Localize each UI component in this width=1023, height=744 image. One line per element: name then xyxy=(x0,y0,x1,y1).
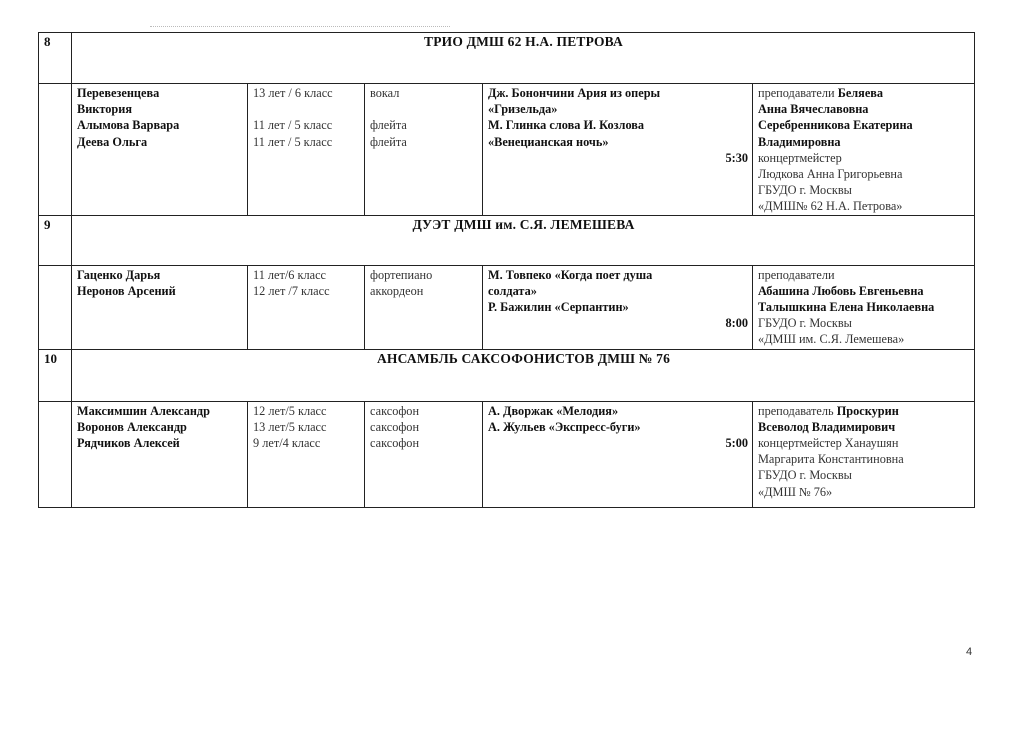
instrument-line: аккордеон xyxy=(370,283,424,298)
age-class-line: 11 лет/6 класс xyxy=(253,267,327,282)
teacher-line xyxy=(758,435,970,451)
scan-artifact xyxy=(150,26,450,31)
teacher-text: Маргарита Константиновна xyxy=(758,452,904,467)
teacher-text: ГБУДО г. Москвы xyxy=(758,316,852,331)
age-class-line: 12 лет/5 класс xyxy=(253,403,327,418)
repertoire-line: М. Глинка слова И. Козлова xyxy=(488,118,645,133)
repertoire-cell xyxy=(483,401,753,507)
instrument-line: вокал xyxy=(370,86,400,100)
ensemble-detail-row xyxy=(39,84,975,216)
teacher-text: преподаватель xyxy=(758,403,837,418)
instruments-cell xyxy=(365,401,483,507)
teacher-line xyxy=(758,315,970,331)
participant-name-line: Деева Ольга xyxy=(77,134,148,149)
ensemble-title: ДУЭТ ДМШ им. С.Я. ЛЕМЕШЕВА xyxy=(72,215,975,265)
instrument-line: фортепиано xyxy=(370,267,433,282)
teacher-text: Людкова Анна Григорьевна xyxy=(758,167,903,182)
teacher-name: Беляева xyxy=(837,86,884,100)
duration: 8:00 xyxy=(725,316,748,331)
teacher-text: концертмейстер Ханаушян xyxy=(758,436,899,451)
teacher-name: Серебренникова Екатерина xyxy=(758,118,913,133)
number-spacer-cell xyxy=(39,401,72,507)
age-class-cell xyxy=(248,84,365,216)
teacher-name: Владимировна xyxy=(758,134,841,149)
teacher-line xyxy=(758,198,970,214)
instrument-line: саксофон xyxy=(370,436,420,451)
participant-name-line: Алымова Варвара xyxy=(77,118,180,133)
age-class-line: 13 лет/5 класс xyxy=(253,419,327,434)
participant-name-line: Неронов Арсений xyxy=(77,283,176,298)
teacher-text: ГБУДО г. Москвы xyxy=(758,468,852,483)
item-number: 9 xyxy=(39,215,72,265)
repertoire-line: Дж. Бонончини Ария из оперы xyxy=(488,86,661,100)
repertoire-line: М. Товпеко «Когда поет душа xyxy=(488,267,653,282)
teacher-text: ГБУДО г. Москвы xyxy=(758,183,852,198)
ensemble-title-row xyxy=(39,215,975,265)
age-class-cell xyxy=(248,401,365,507)
participant-name-line: Виктория xyxy=(77,102,132,117)
repertoire-line: Р. Бажилин «Серпантин» xyxy=(488,300,629,315)
teachers-cell xyxy=(753,84,975,216)
teacher-line xyxy=(758,166,970,182)
teachers-cell xyxy=(753,401,975,507)
teacher-line xyxy=(758,101,970,117)
teacher-name: Абашина Любовь Евгеньевна xyxy=(758,283,924,298)
ensemble-detail-row xyxy=(39,401,975,507)
age-class-line: 12 лет /7 класс xyxy=(253,283,330,298)
repertoire-line: А. Дворжак «Мелодия» xyxy=(488,403,619,418)
repertoire-line: солдата» xyxy=(488,283,537,298)
age-class-line xyxy=(253,101,360,117)
teacher-text: преподаватели xyxy=(758,86,838,100)
participants-cell xyxy=(72,84,248,216)
instrument-line xyxy=(370,101,478,117)
teacher-line xyxy=(758,117,970,133)
participant-name-line: Рядчиков Алексей xyxy=(77,436,180,451)
repertoire-line: А. Жульев «Экспресс-буги» xyxy=(488,419,641,434)
teacher-line xyxy=(758,134,970,150)
item-number: 8 xyxy=(39,33,72,84)
age-class-line: 11 лет / 5 класс xyxy=(253,118,333,133)
teacher-line xyxy=(758,331,970,347)
teacher-line xyxy=(758,267,970,283)
instrument-line: флейта xyxy=(370,134,407,149)
teacher-line xyxy=(758,403,970,419)
participants-cell xyxy=(72,401,248,507)
teacher-line xyxy=(758,419,970,435)
teachers-cell xyxy=(753,265,975,349)
item-number: 10 xyxy=(39,349,72,401)
instrument-line: флейта xyxy=(370,118,407,133)
teacher-text: «ДМШ им. С.Я. Лемешева» xyxy=(758,332,905,347)
participant-name-line: Перевезенцева xyxy=(77,86,160,100)
teacher-text: преподаватели xyxy=(758,267,835,282)
teacher-line xyxy=(758,85,970,101)
teacher-name: Анна Вячеславовна xyxy=(758,102,869,117)
age-class-cell xyxy=(248,265,365,349)
ensemble-detail-row xyxy=(39,265,975,349)
teacher-line xyxy=(758,451,970,467)
participant-name-line: Воронов Александр xyxy=(77,419,187,434)
repertoire-line: «Венецианская ночь» xyxy=(488,134,609,149)
teacher-text: «ДМШ № 76» xyxy=(758,484,833,499)
teacher-line xyxy=(758,467,970,483)
program-table xyxy=(38,32,975,508)
teacher-name: Проскурин xyxy=(836,403,899,418)
participant-name-line: Гаценко Дарья xyxy=(77,267,161,282)
program-page xyxy=(38,32,974,508)
teacher-text: «ДМШ№ 62 Н.А. Петрова» xyxy=(758,199,903,214)
age-class-line: 9 лет/4 класс xyxy=(253,436,321,451)
duration: 5:30 xyxy=(725,150,748,165)
teacher-text: концертмейстер xyxy=(758,150,842,165)
duration: 5:00 xyxy=(725,436,748,451)
teacher-name: Талышкина Елена Николаевна xyxy=(758,300,935,315)
ensemble-title-row xyxy=(39,349,975,401)
teacher-line xyxy=(758,299,970,315)
participant-name-line: Максимшин Александр xyxy=(77,403,210,418)
number-spacer-cell xyxy=(39,84,72,216)
repertoire-line: «Гризельда» xyxy=(488,102,558,117)
teacher-line xyxy=(758,150,970,166)
number-spacer-cell xyxy=(39,265,72,349)
ensemble-title: АНСАМБЛЬ САКСОФОНИСТОВ ДМШ № 76 xyxy=(72,349,975,401)
teacher-line xyxy=(758,484,970,500)
page-number: 4 xyxy=(966,646,973,658)
teacher-line xyxy=(758,182,970,198)
age-class-line: 13 лет / 6 класс xyxy=(253,86,333,100)
instrument-line: саксофон xyxy=(370,403,420,418)
participants-cell xyxy=(72,265,248,349)
repertoire-cell xyxy=(483,265,753,349)
repertoire-cell xyxy=(483,84,753,216)
instrument-line: саксофон xyxy=(370,419,420,434)
ensemble-title: ТРИО ДМШ 62 Н.А. ПЕТРОВА xyxy=(72,33,975,84)
instruments-cell xyxy=(365,265,483,349)
teacher-line xyxy=(758,283,970,299)
instruments-cell xyxy=(365,84,483,216)
age-class-line: 11 лет / 5 класс xyxy=(253,134,333,149)
teacher-name: Всеволод Владимирович xyxy=(758,419,896,434)
ensemble-title-row xyxy=(39,33,975,84)
